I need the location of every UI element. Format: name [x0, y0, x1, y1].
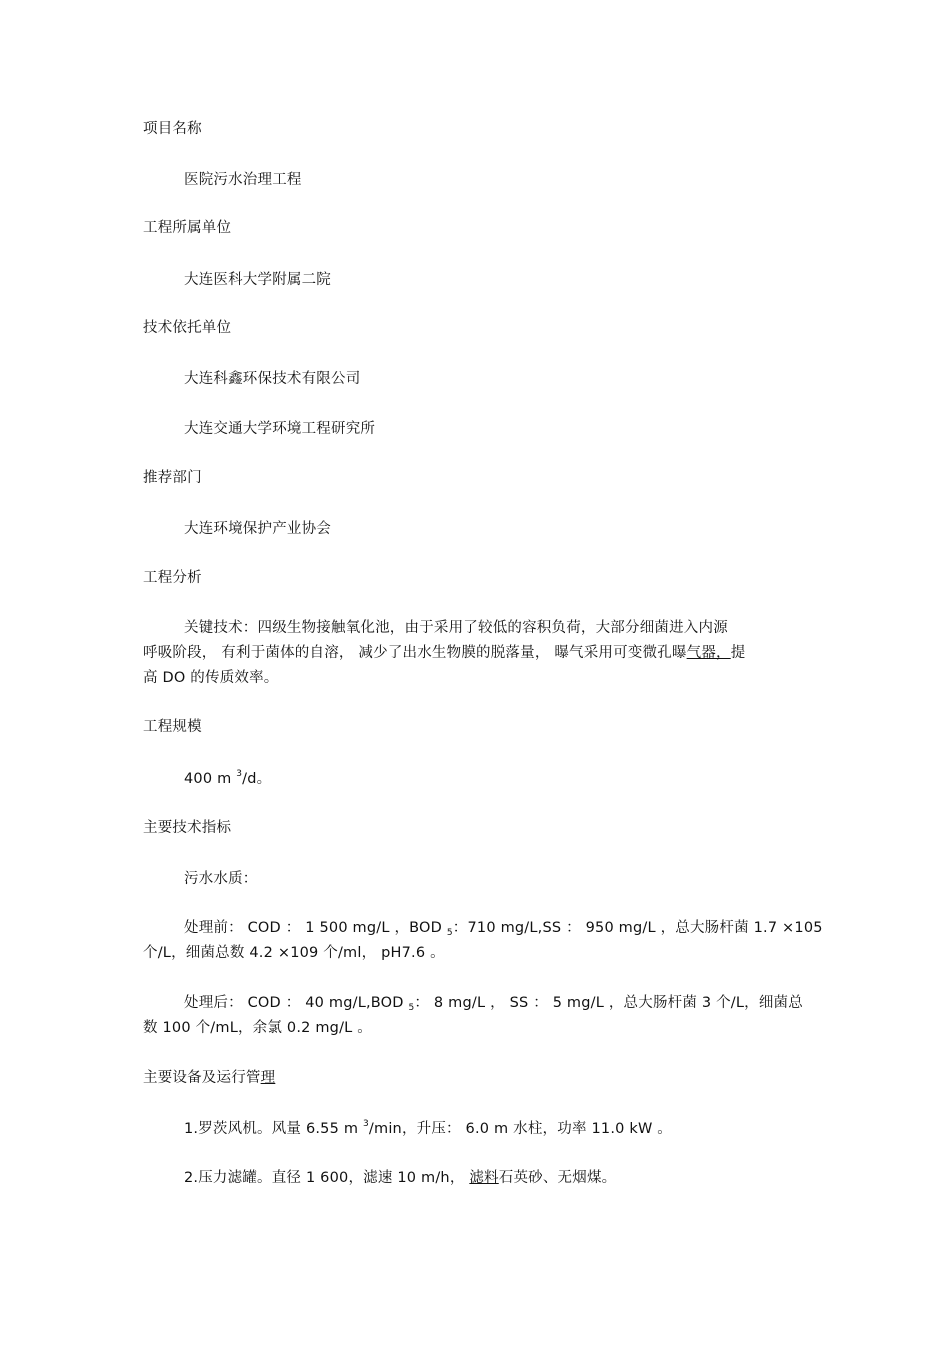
- eq1-sup: 3: [362, 1119, 369, 1129]
- analysis-line-2-underlined: 气器，: [686, 645, 731, 661]
- equipment-label: [143, 1068, 275, 1088]
- water-quality-label: 污水水质：: [184, 871, 258, 887]
- owner: 大连医科大学附属二院: [184, 272, 331, 288]
- after-line-1: [184, 993, 803, 1013]
- before-text-a: 处理前： COD ： 1 500 mg/L ，BOD: [184, 920, 447, 936]
- equipment-label-underlined: 理: [260, 1070, 276, 1086]
- equipment-label-text: 主要设备及运行管: [143, 1070, 261, 1086]
- tech-support-label: 技术依托单位: [143, 320, 232, 336]
- after-text-b: ： 8 mg/L ， SS ： 5 mg/L ，总大肠杆菌 3 个/L，细菌总: [414, 995, 803, 1011]
- scale-suffix: /d。: [242, 771, 272, 787]
- before-text-b: ：710 mg/L,SS ： 950 mg/L ，总大肠杆菌 1.7 ×105: [452, 920, 823, 936]
- recommender-label: 推荐部门: [143, 470, 202, 486]
- eq1-text-b: /min，升压： 6.0 m 水柱，功率 11.0 kW 。: [368, 1121, 673, 1137]
- analysis-line-1: 关键技术：四级生物接触氧化池，由于采用了较低的容积负荷，大部分细菌进入内源: [184, 620, 728, 636]
- analysis-label: 工程分析: [143, 570, 202, 586]
- after-text-a: 处理后： COD ： 40 mg/L,BOD: [184, 995, 409, 1011]
- equipment-item-2: [184, 1168, 616, 1188]
- before-line-1: [184, 918, 823, 938]
- analysis-line-2-tail: 提: [730, 645, 746, 661]
- owner-label: 工程所属单位: [143, 220, 232, 236]
- project-name-label: 项目名称: [143, 121, 202, 137]
- tech-support-2: 大连交通大学环境工程研究所: [184, 421, 376, 437]
- before-line-2: 个/L，细菌总数 4.2 ×109 个/ml， pH7.6 。: [143, 945, 445, 961]
- eq2-text-a: 2.压力滤罐。直径 1 600，滤速 10 m/h，: [184, 1170, 470, 1186]
- equipment-item-1: [184, 1119, 672, 1139]
- scale-sup: 3: [236, 769, 243, 779]
- analysis-line-3: 高 DO 的传质效率。: [143, 670, 279, 686]
- scale-value: [184, 769, 271, 789]
- project-name: 医院污水治理工程: [184, 172, 302, 188]
- tech-support-1: 大连科鑫环保技术有限公司: [184, 371, 361, 387]
- before-sub: 5: [446, 928, 453, 938]
- after-sub: 5: [408, 1003, 415, 1013]
- analysis-line-2-text: 呼吸阶段， 有利于菌体的自溶， 减少了出水生物膜的脱落量， 曝气采用可变微孔曝: [143, 645, 687, 661]
- analysis-line-2: [143, 643, 745, 663]
- after-line-2: 数 100 个/mL，余氯 0.2 mg/L 。: [143, 1020, 372, 1036]
- scale-prefix: 400 m: [184, 771, 237, 787]
- eq2-text-b: 石英砂、无烟煤。: [498, 1170, 617, 1186]
- recommender: 大连环境保护产业协会: [184, 521, 331, 537]
- eq1-text-a: 1.罗茨风机。风量 6.55 m: [184, 1121, 363, 1137]
- eq2-underlined: 滤料: [469, 1170, 499, 1186]
- scale-label: 工程规模: [143, 719, 202, 735]
- indicators-label: 主要技术指标: [143, 820, 232, 836]
